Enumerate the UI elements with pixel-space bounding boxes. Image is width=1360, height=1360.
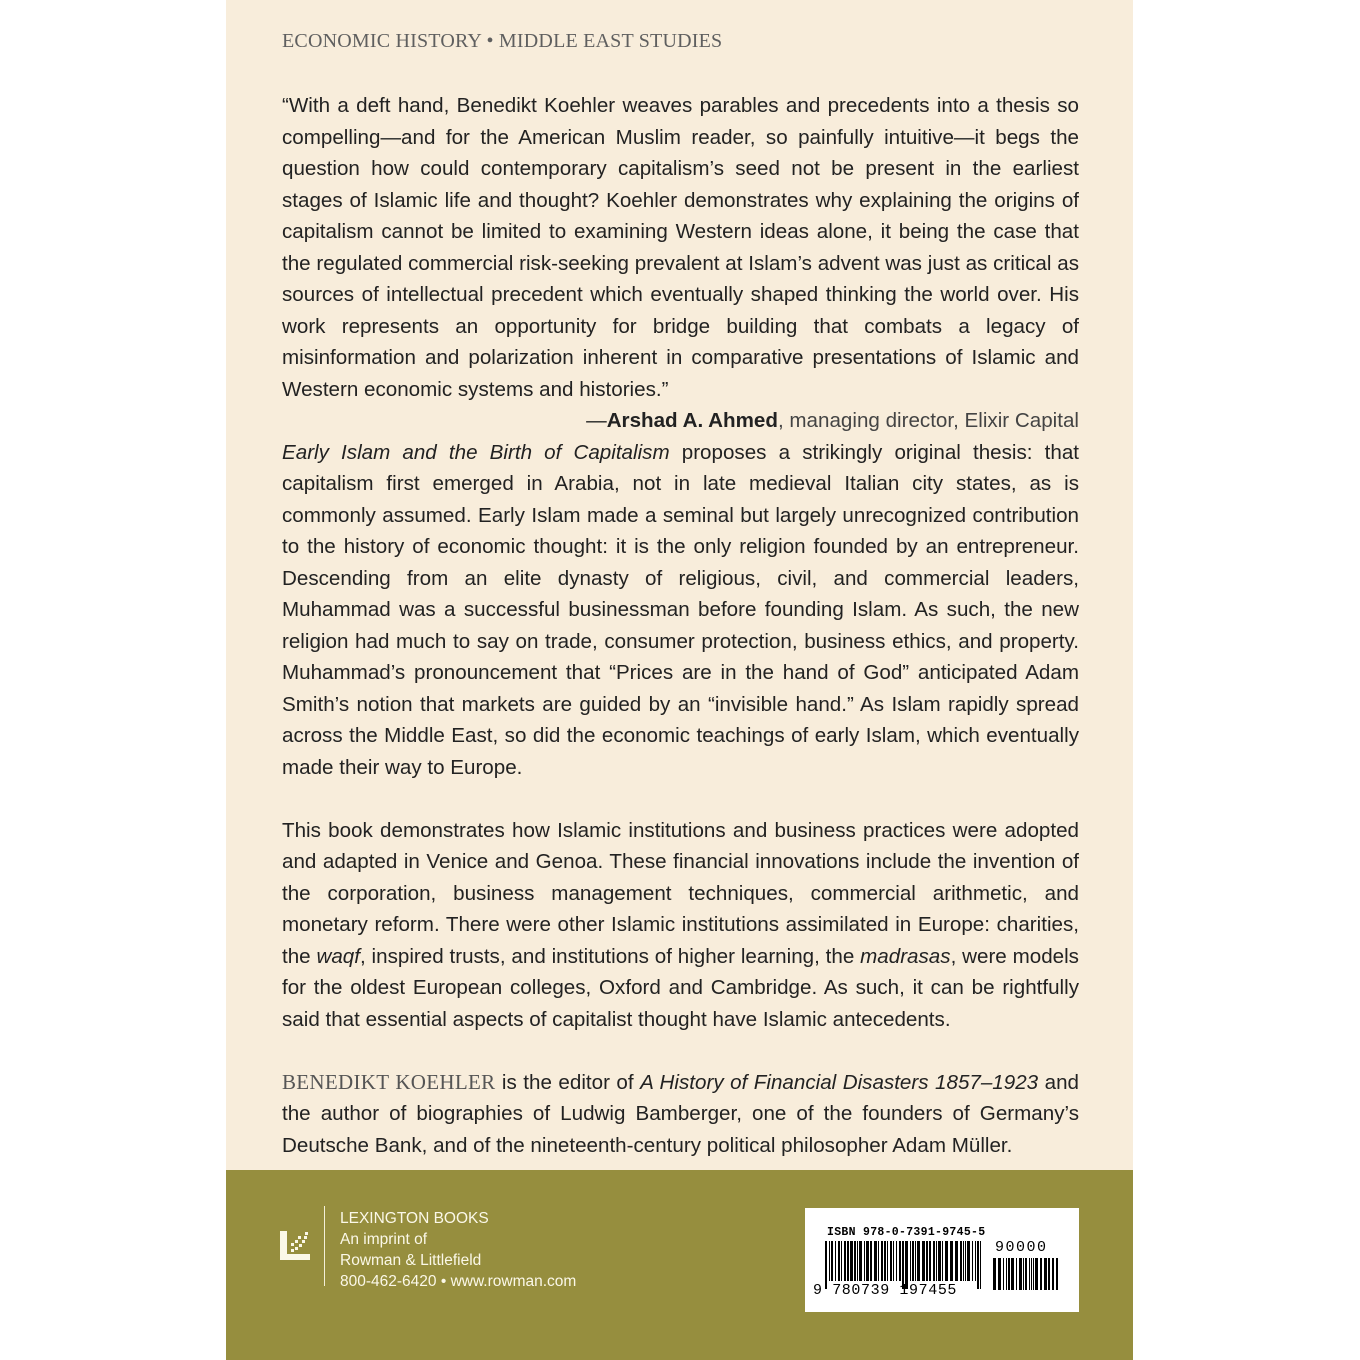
description-paragraph-2: This book demonstrates how Islamic institutions and business practices were adopted and adapted in Venice and Genoa. These financial innovations include the invention of the corporation, business management techniques, commercial arithmetic, and monetary reform. There were other Islamic institutions assimilated in Europe: charities, the waqf, inspired trusts, and institutions of higher learning, the madrasas, were models for the oldest European colleges, Oxford and Cambridge. As such, it can be rightfully said that essential aspects of capitalist thought have Islamic antecedents. [282,818,1079,1031]
barcode-bar [887,1241,888,1281]
barcode-bar [1029,1258,1030,1290]
barcode-bar [870,1241,872,1281]
price-code: 90000 [995,1239,1048,1256]
barcode-bar [899,1241,901,1281]
barcode-bar [938,1241,941,1281]
barcode-bar [866,1241,869,1281]
barcode-bar [998,1258,1001,1290]
barcode-bar [859,1241,862,1281]
isbn-label: ISBN 978-0-7391-9745-5 [827,1226,986,1239]
barcode-bar [945,1241,948,1281]
publisher-band [226,1170,1133,1360]
barcode-bar [1040,1258,1042,1290]
endorsement-quote [282,90,1079,432]
barcode-bar [922,1241,925,1281]
cover-text [282,90,1079,1193]
lexington-books-logo-icon [280,1227,312,1263]
barcode-bar [993,1258,996,1290]
isbn-barcode [805,1208,1079,1312]
barcode-bar [980,1241,981,1289]
barcode-bar [890,1241,892,1281]
barcode-bar [1023,1258,1024,1290]
barcode-bar [884,1241,886,1281]
barcode-bar [1048,1258,1050,1290]
barcode-bar [847,1241,849,1281]
book-title: Early Islam and the Birth of Capitalism [282,440,670,464]
barcode-bar [1008,1258,1010,1290]
author-bio: BENEDIKT KOEHLER is the editor of A History of Financial Disasters 1857–1923 and the author of biographies of Ludwig Bamberger, one of the founders of Germany’s Deutsche Bank, and of the nineteenth-century political philosopher Adam Müller. [282,1069,1079,1157]
barcode-bar [854,1241,856,1281]
barcode-bar [910,1241,911,1281]
barcode-bar [844,1241,846,1281]
barcode-bar [878,1241,879,1281]
other-book-title: A History of Financial Disasters 1857–1923 [640,1070,1039,1094]
barcode-bar [1006,1258,1007,1290]
barcode-bar [926,1241,928,1281]
barcode-bar [1003,1258,1004,1290]
publisher-contact: 800-462-6420 • www.rowman.com [340,1273,577,1290]
barcode-bar [857,1241,858,1281]
barcode-bar [972,1241,973,1281]
publisher-imprint-line: An imprint of [340,1231,428,1248]
barcode-bar [917,1241,920,1281]
publisher-parent: Rowman & Littlefield [340,1252,482,1269]
barcode-bar [950,1241,953,1281]
publisher-divider [324,1206,325,1286]
publisher-info [340,1208,576,1292]
barcode-bar [936,1241,937,1281]
barcode-bar [835,1241,836,1281]
barcode-bar [1056,1258,1058,1290]
endorser-role: , managing director, Elixir Capital [777,409,1079,432]
barcode-bar [960,1241,962,1281]
barcode-bar [1052,1258,1054,1290]
barcode-bar [841,1241,842,1281]
author-name: BENEDIKT KOEHLER [282,1069,496,1094]
barcode-bar [929,1241,931,1281]
endorser-name: Arshad A. Ahmed [606,409,778,432]
barcode-bar [1035,1258,1038,1290]
barcode-bar [1033,1258,1034,1290]
barcode-bar [1025,1258,1027,1290]
barcode-bar [942,1241,943,1281]
barcode-bar [1019,1258,1022,1290]
addon-barcode-bars [991,1258,1061,1298]
barcode-bar [975,1241,976,1281]
barcode-bar [838,1241,840,1281]
category-label: ECONOMIC HISTORY • MIDDLE EAST STUDIES [282,30,723,52]
quote-attribution: —Arshad A. Ahmed, managing director, Elixir Capital [586,409,1079,432]
barcode-bar [881,1241,883,1281]
barcode-bar [1031,1258,1032,1290]
barcode-bar [933,1241,935,1281]
barcode-bar [1044,1258,1047,1290]
barcode-bar [967,1241,970,1281]
back-cover [226,0,1133,1360]
barcode-bar [977,1241,979,1289]
barcode-bar [874,1241,877,1281]
barcode-bar [896,1241,897,1281]
barcode-bar [963,1241,964,1281]
barcode-bar [829,1241,830,1281]
description-paragraph-1: Early Islam and the Birth of Capitalism proposes a strikingly original thesis: that capitalism first emerged in Arabia, not in late medieval Italian city states, as is commonly assumed. Early Islam made a seminal but largely unrecognized contribution to the history of economic thought: it is the only religion founded by an entrepreneur. Descending from an elite dynasty of religious, civil, and commercial leaders, Muhammad was a successful businessman before founding Islam. As such, the new religion had much to say on trade, consumer protection, business ethics, and property. Muhammad’s pronouncement that “Prices are in the hand of God” anticipated Adam Smith’s notion that markets are guided by an “invisible hand.” As Islam rapidly spread across the Middle East, so did the economic teachings of early Islam, which eventually made their way to Europe. [282,440,1079,779]
quote-text: “With a deft hand, Benedikt Koehler weaves parables and precedents into a thesis so compelling—and for the American Muslim reader, so painfully intuitive—it begs the question how could contemporary capitalism’s seed not be present in the earliest stages of Islamic life and thought? Koehler demonstrates why explaining the origins of capitalism cannot be limited to examining Western ideas alone, it being the case that the regulated commercial risk-seeking prevalent at Islam’s advent was just as critical as sources of intellectual precedent which eventually shaped thinking the world over. His work represents an opportunity for bridge building that combats a legacy of misinformation and polarization inherent in comparative presentations of Islamic and Western economic systems and histories.” [282,94,1079,401]
barcode-bar [955,1241,958,1281]
barcode-digits: 9 780739 197455 [813,1282,958,1299]
barcode-bar [1016,1258,1017,1290]
barcode-bar [1011,1258,1014,1290]
barcode-bar [915,1241,916,1281]
barcode-bar [831,1241,833,1281]
barcode-bar [850,1241,853,1281]
barcode-bar [864,1241,865,1281]
barcode-bar [912,1241,914,1281]
publisher-name: LEXINGTON BOOKS [340,1210,489,1227]
barcode-bar [965,1241,966,1281]
barcode-bar [893,1241,894,1281]
